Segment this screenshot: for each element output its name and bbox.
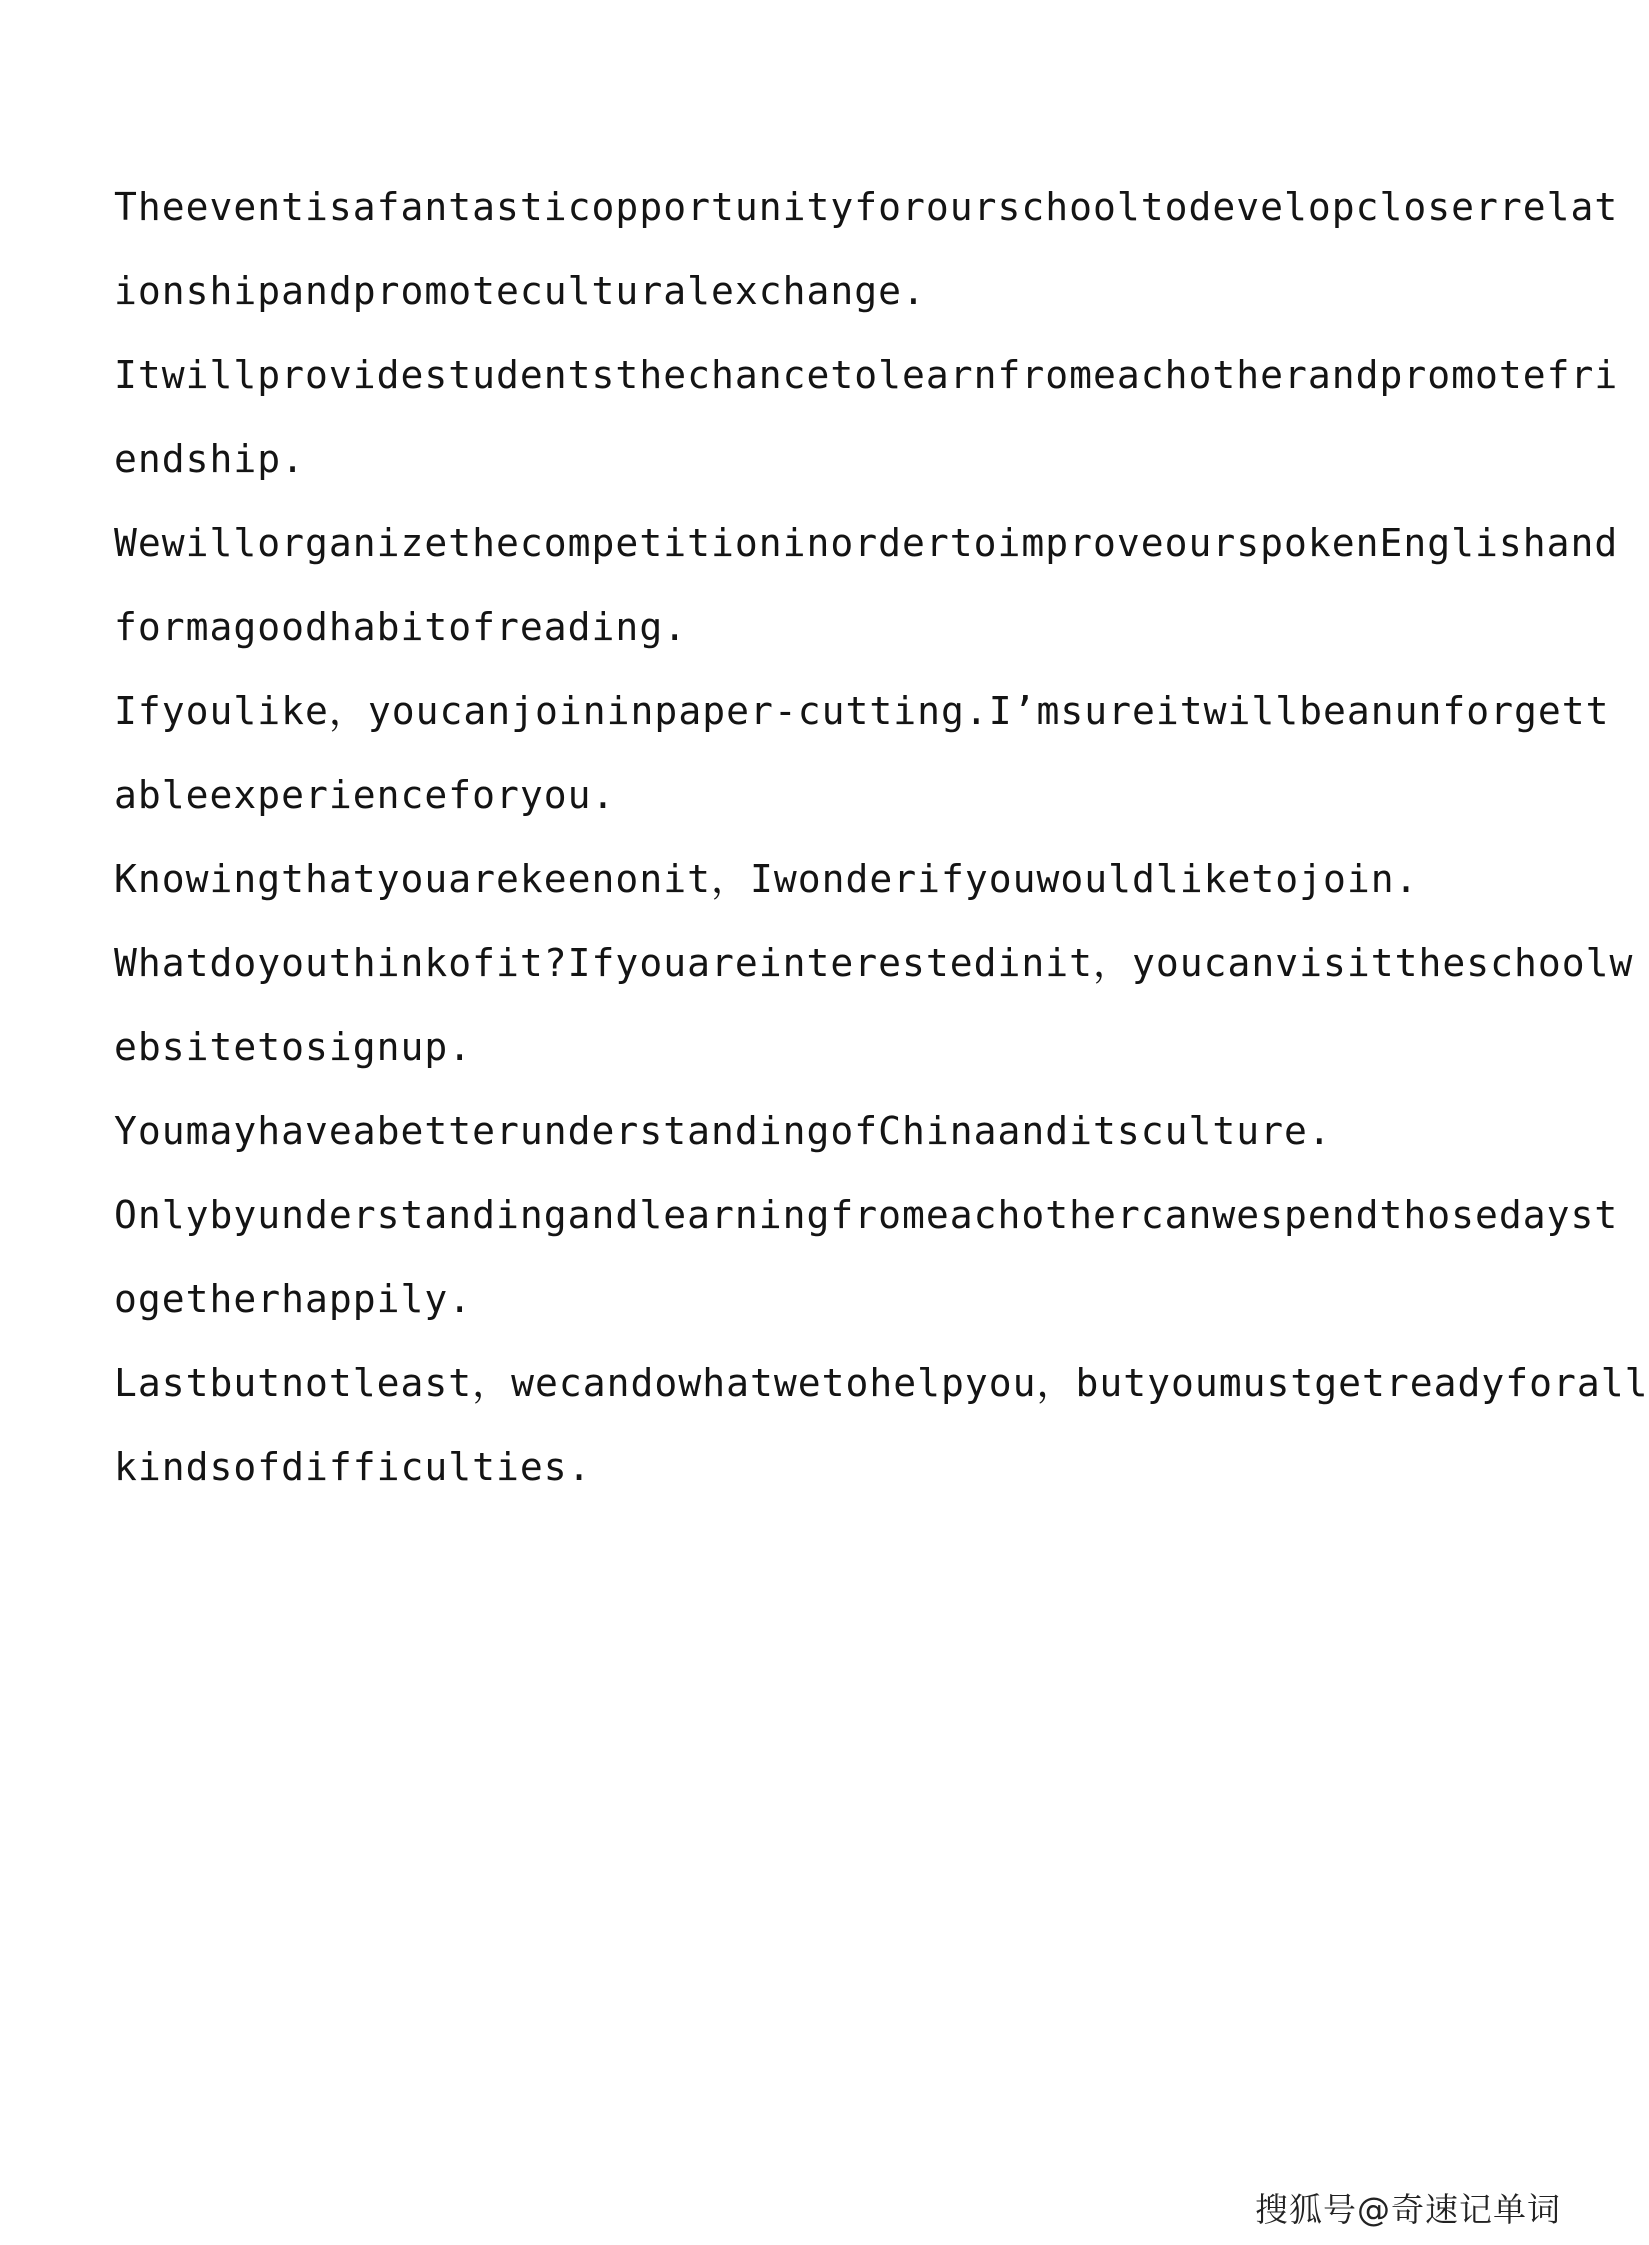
text-line: Itwillprovidestudentsthechancetolearnfromeachotherandpromotefri [114,353,1619,397]
text-line: YoumayhaveabetterunderstandingofChinaanditsculture. [114,1109,1332,1153]
source-watermark: 搜狐号@奇速记单词 [1255,2190,1561,2229]
text-line: WewillorganizethecompetitioninordertoimproveourspokenEnglishand [114,521,1619,565]
text-line: ebsitetosignup. [114,1025,473,1069]
text-line: kindsofdifficulties. [114,1445,592,1489]
text-line: formagoodhabitofreading. [114,605,688,649]
text-line: endship. [114,437,306,481]
text-line: Ifyoulike，youcanjoininpaper-cutting.I’msureitwillbeanunforgett [114,689,1610,733]
text-line: Onlybyunderstandingandlearningfromeachothercanwespendthosedayst [114,1193,1619,1237]
text-line: ogetherhappily. [114,1277,473,1321]
text-line: ionshipandpromoteculturalexchange. [114,269,926,313]
document-body [114,165,1649,1509]
text-line: Theeventisafantasticopportunityforourschooltodevelopcloserrelat [114,185,1619,229]
text-line: ableexperienceforyou. [114,773,616,817]
text-line: Lastbutnotleast，wecandowhatwetohelpyou，butyoumustgetreadyforall [114,1361,1649,1405]
text-line: Knowingthatyouarekeenonit，Iwonderifyouwouldliketojoin. [114,857,1419,901]
text-line: Whatdoyouthinkofit?Ifyouareinterestedinit，youcanvisittheschoolw [114,941,1634,985]
